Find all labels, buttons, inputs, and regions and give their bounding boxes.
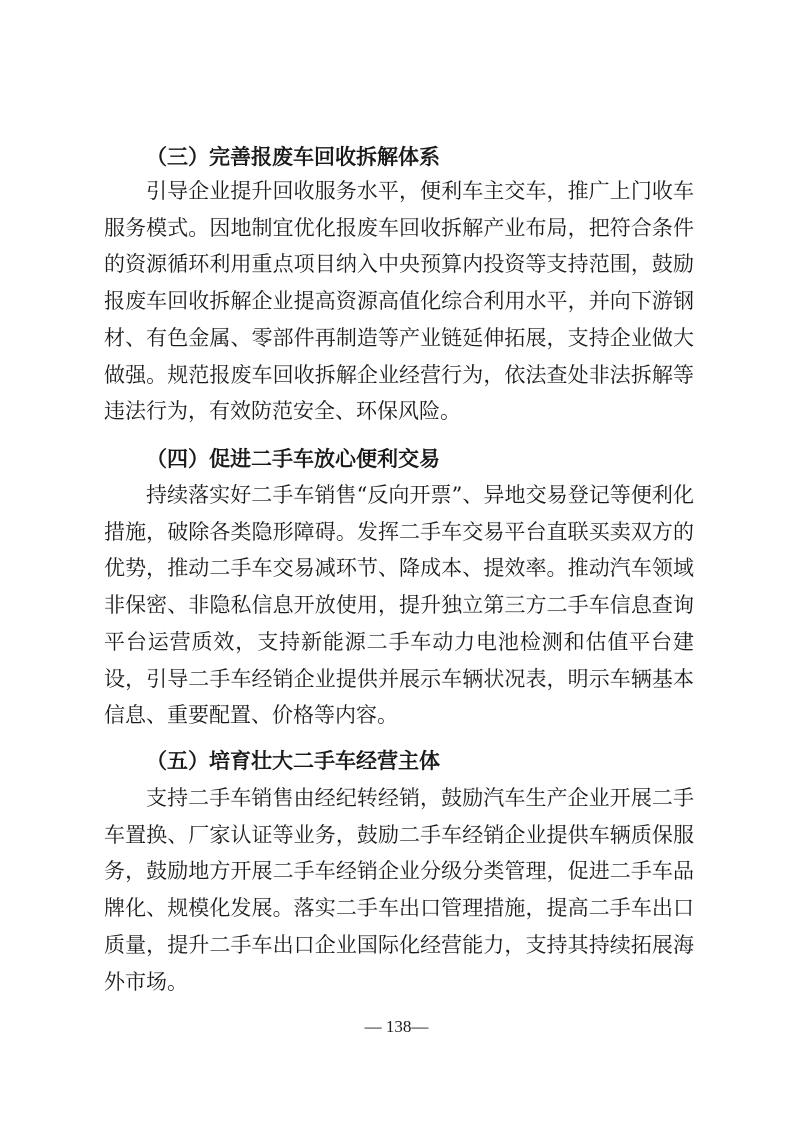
section-heading-3: （三）完善报废车回收拆解体系 bbox=[146, 144, 440, 169]
section-paragraph-4: 持续落实好二手车销售“反向开票”、异地交易登记等便利化措施，破除各类隐形障碍。发挥二手车交易平台直联买卖双方的优势，推动二手车交易减环节、降成本、提效率。推动汽车领域非保密、非隐私信息开放使用，提升独立第三方二手车信息查询平台运营质效，支持新能源二手车动力电池检测和估值平台建设，引导二手车经销企业提供并展示车辆状况表，明示车辆基本信息、重要配置、价格等内容。 bbox=[104, 483, 694, 728]
section-paragraph-3: 引导企业提升回收服务水平，便利车主交车，推广上门收车服务模式。因地制宜优化报废车回收拆解产业布局，把符合条件的资源循环利用重点项目纳入中央预算内投资等支持范围，鼓励报废车回收拆解企业提高资源高值化综合利用水平，并向下游钢材、有色金属、零部件再制造等产业链延伸拓展，支持企业做大做强。规范报废车回收拆解企业经营行为，依法查处非法拆解等违法行为，有效防范安全、环保风险。 bbox=[104, 179, 694, 424]
section-heading-4: （四）促进二手车放心便利交易 bbox=[146, 446, 440, 471]
page-number: — 138— bbox=[364, 1017, 429, 1036]
section-paragraph-5: 支持二手车销售由经纪转经销，鼓励汽车生产企业开展二手车置换、厂家认证等业务，鼓励二手车经销企业提供车辆质保服务，鼓励地方开展二手车经销企业分级分类管理，促进二手车品牌化、规模化发展。落实二手车出口管理措施，提高二手车出口质量，提升二手车出口企业国际化经营能力，支持其持续拓展海外市场。 bbox=[104, 786, 694, 994]
section-heading-5: （五）培育壮大二手车经营主体 bbox=[146, 748, 440, 773]
